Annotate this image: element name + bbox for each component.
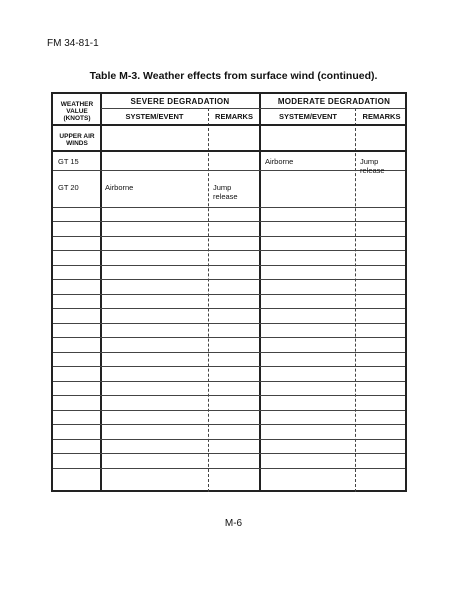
row-divider [53,323,405,324]
table-title: Table M-3. Weather effects from surface wind (continued). [89,70,378,82]
moderate-degradation-header: MODERATE DEGRADATION [277,97,391,106]
section-divider [53,150,405,152]
weather-value-header: WEATHER VALUE (KNOTS) [60,101,94,122]
row-divider [53,250,405,251]
row-severe-remarks: Jump release [213,183,238,201]
weather-effects-table [51,92,407,492]
row-divider [53,410,405,411]
col-divider-dashed [208,108,209,492]
severe-system-header: SYSTEM/EVENT [125,112,184,121]
row-divider [53,294,405,295]
row-divider [53,352,405,353]
severe-degradation-header: SEVERE DEGRADATION [130,97,230,106]
row-divider [53,337,405,338]
header-divider [53,124,405,126]
row-divider [53,221,405,222]
row-divider [53,308,405,309]
moderate-system-header: SYSTEM/EVENT [279,112,337,121]
row-divider [53,366,405,367]
document-id: FM 34-81-1 [47,38,99,49]
moderate-remarks-header: REMARKS [362,112,401,121]
row-severe-system: Airborne [105,183,134,192]
row-divider [53,170,405,171]
row-value: GT 15 [58,157,79,166]
row-divider [53,424,405,425]
col-divider-dashed [355,108,356,492]
col-divider [100,94,102,492]
section-label-upper-air-winds: UPPER AIR WINDS [59,133,95,147]
header-divider [101,108,405,109]
row-divider [53,279,405,280]
row-divider [53,453,405,454]
col-divider [259,94,261,492]
row-moderate-system: Airborne [265,157,294,166]
row-divider [53,468,405,469]
row-divider [53,395,405,396]
row-moderate-remarks: Jump release [360,157,385,175]
row-divider [53,265,405,266]
row-divider [53,381,405,382]
row-divider [53,236,405,237]
row-divider [53,439,405,440]
page-number: M-6 [224,518,243,529]
severe-remarks-header: REMARKS [215,112,253,121]
row-divider [53,207,405,208]
row-value: GT 20 [58,183,79,192]
